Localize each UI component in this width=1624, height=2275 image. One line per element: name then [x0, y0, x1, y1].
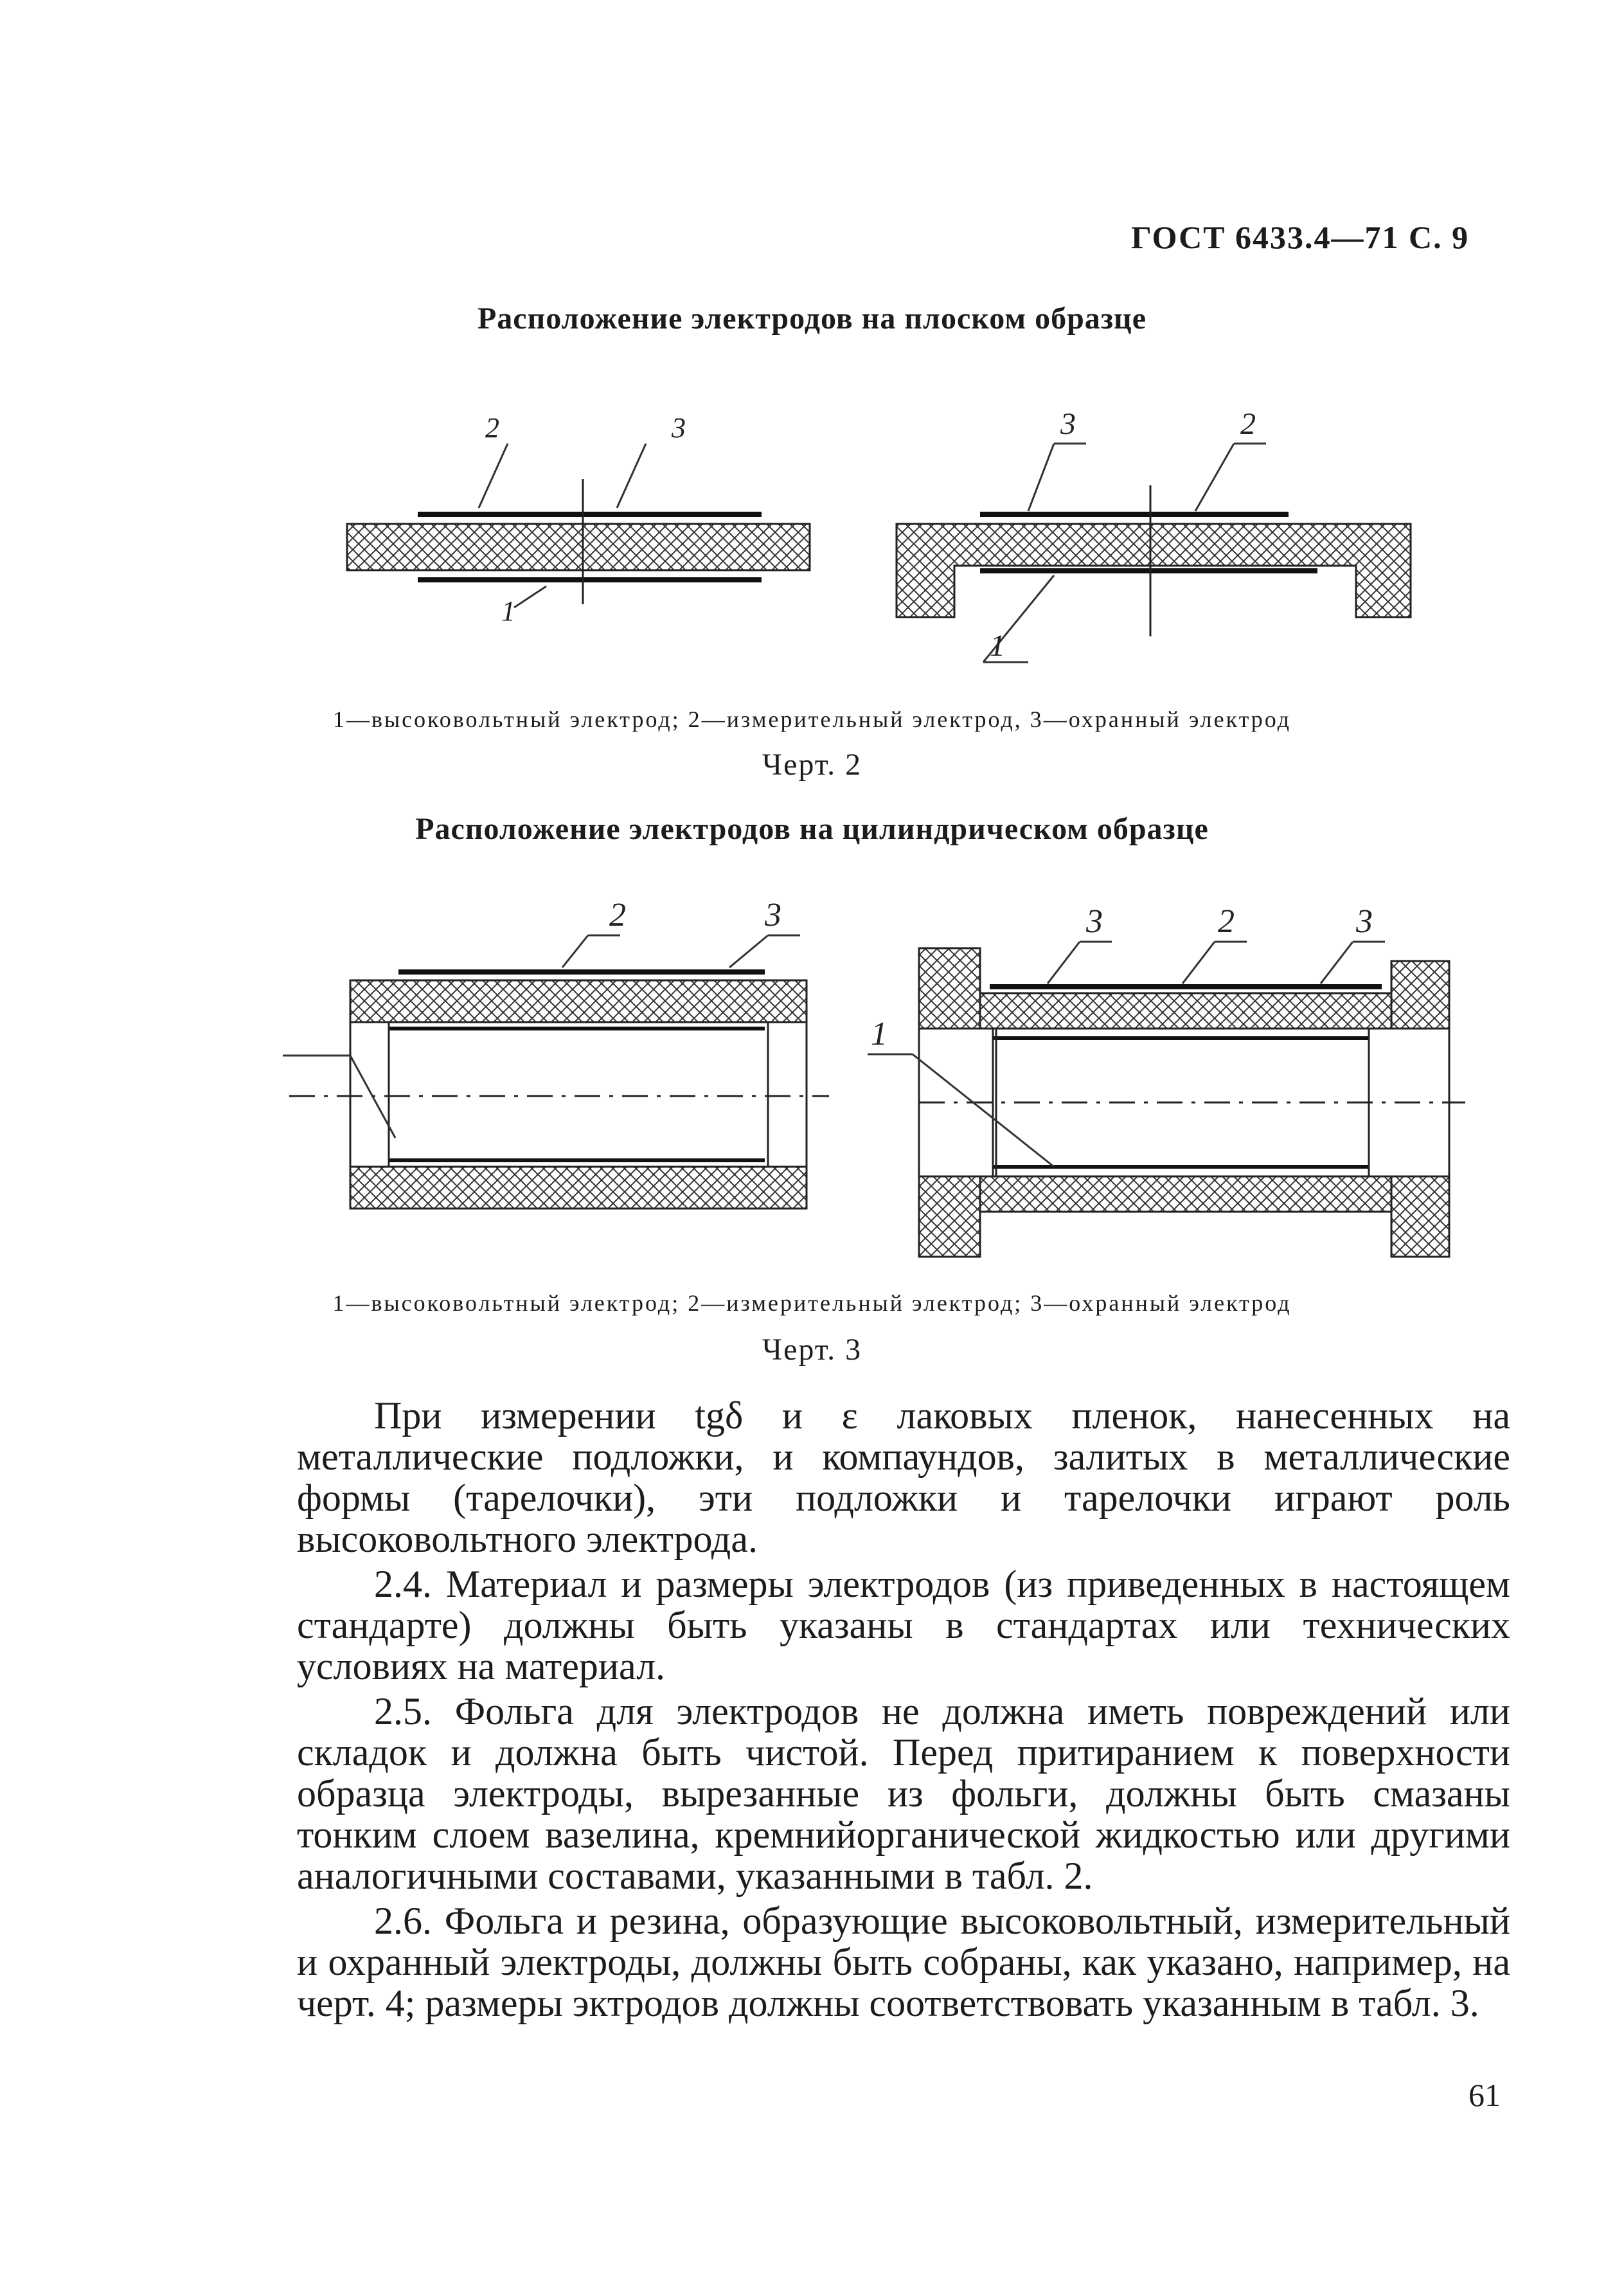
cylinder-sample-right-diagram [868, 942, 1465, 1257]
flat-left-label-1: 1 [501, 595, 515, 627]
paragraph-2-6: 2.6. Фольга и резина, образующие высоковольтный, измерительный и охранный электроды, должны быть собраны, как указано, например, на черт. 4; размеры эктродов должны соответствовать указанным в табл. 3. [297, 1900, 1510, 2024]
cylinder-left-leader-2 [562, 935, 588, 967]
paragraph-2-5: 2.5. Фольга для электродов не должна иметь повреждений или складок и должна быть чистой. Перед притиранием к поверхности образца электроды, вырезанные из фольги, должны быть смазаны тонким слоем вазелина, кремнийорганической жидкостью или другими аналогичными составами, указанными в табл. 2. [297, 1690, 1510, 1897]
cylinder-left-label-2: 2 [609, 897, 626, 933]
document-header: ГОСТ 6433.4—71 С. 9 [1131, 219, 1470, 255]
paragraph-measurement-note: При измерении tgδ и ε лаковых пленок, нанесенных на металлические подложки, и компаундов, залитых в металлические формы (тарелочки), эти подложки и тарелочки играют роль высоковольтного электрода. [297, 1394, 1510, 1560]
cylinder-right-leader-2 [1182, 942, 1215, 984]
cylinder-right-label-3a: 3 [1086, 903, 1103, 940]
figure-2-heading: Расположение электродов на плоском образце [477, 301, 1147, 336]
flat-right-label-1: 1 [990, 629, 1005, 663]
flat-right-label-2: 2 [1240, 407, 1256, 441]
cylinder-right-flange-top-right [1391, 961, 1449, 1029]
figure-3-heading: Расположение электродов на цилиндрическом образце [415, 812, 1209, 846]
flat-right-label-3: 3 [1060, 407, 1076, 441]
cylinder-right-bottom-wall [980, 1176, 1391, 1212]
cylinder-left-leader-3 [729, 935, 768, 967]
cylinder-right-flange-bottom-left [919, 1176, 980, 1257]
cylinder-left-bottom-wall [350, 1167, 807, 1209]
cylinder-left-end-right [768, 1022, 807, 1167]
cylinder-right-leader-3b [1321, 942, 1353, 984]
cylinder-right-label-2: 2 [1218, 903, 1235, 940]
cylinder-right-top-wall [980, 993, 1391, 1029]
flat-left-label-3: 3 [672, 412, 686, 444]
flat-left-label-2: 2 [485, 412, 499, 444]
figure-2-legend: 1—высоковольтный электрод; 2—измерительный электрод, 3—охранный электрод [332, 706, 1292, 732]
cylinder-left-end-left [350, 1022, 389, 1167]
figure-3-caption: Черт. 3 [762, 1333, 862, 1367]
page-number: 61 [1468, 2077, 1501, 2113]
figure-3-legend: 1—высоковольтный электрод; 2—измерительный электрод; 3—охранный электрод [332, 1290, 1292, 1316]
paragraph-2-4: 2.4. Материал и размеры электродов (из приведенных в настоящем стандарте) должны быть указаны в стандартах или технических условиях на материал. [297, 1563, 1510, 1687]
cylinder-left-top-wall [350, 980, 807, 1022]
cylinder-right-leader-3a [1048, 942, 1080, 984]
cylinder-right-label-3b: 3 [1356, 903, 1373, 940]
cylinder-right-flange-top-left [919, 948, 980, 1029]
cylinder-left-label-3: 3 [765, 897, 781, 933]
figure-2-caption: Черт. 2 [762, 748, 862, 782]
body-text [297, 1395, 1510, 2024]
cylinder-right-flange-bottom-right [1391, 1176, 1449, 1257]
cylinder-right-label-1: 1 [871, 1016, 888, 1052]
cylinder-sample-left-diagram [283, 935, 829, 1209]
